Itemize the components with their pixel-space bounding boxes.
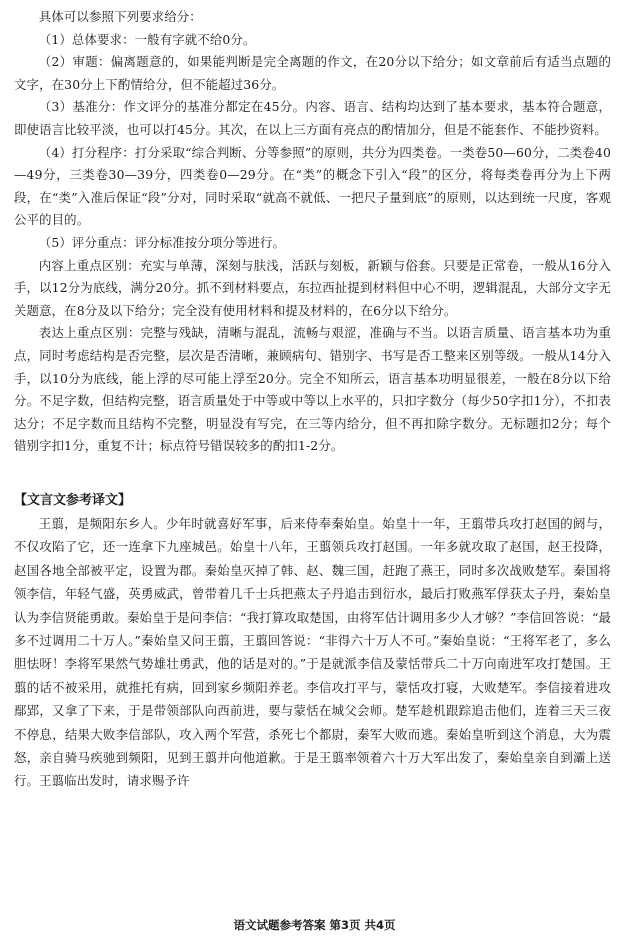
grading-rule-4: （4）打分程序：打分采取“综合判断、分等参照”的原则，共分为四类卷。一类卷50—60分，二类卷40—49分，三类卷30—39分，四类卷0—29分。在“类”的概念下引入“段”的区分，将每类卷再分为上下两段，在“类”入准后保证“段”分对，同时采取“就高不就低、一把尺子量到底”的原则，以达到统一尺度，客观公平的目的。 xyxy=(14,144,611,228)
grading-rule-3: （3）基准分：作文评分的基准分都定在45分。内容、语言、结构均达到了基本要求，基本符合题意，即使语言比较平淡，也可以打45分。其次，在以上三方面有亮点的酌情加分，但是不能套作、不能抄资料。 xyxy=(14,99,611,137)
grading-rule-1: （1）总体要求：一般有字就不给0分。 xyxy=(38,31,256,47)
essay-grading-section xyxy=(14,6,611,458)
grading-rule-2: （2）审题：偏离题意的，如果能判断是完全离题的作文，在20分以下给分；如文章前后有适当点题的文字，在30分上下酌情给分，但不能超过36分。 xyxy=(14,54,611,92)
grading-rule-5: （5）评分重点：评分标准按分项分等进行。 xyxy=(38,234,286,250)
translation-heading: 【文言文参考译文】 xyxy=(14,492,132,508)
page-footer: 语文试题参考答案 第3页 共4页 xyxy=(233,918,396,932)
content-focus-paragraph: 内容上重点区别：充实与单薄，深刻与肤浅，活跃与刻板，新颖与俗套。只要是正常卷，一般从16分入手，以12分为底线，满分20分。抓不到材料要点，东拉西扯提到材料但中心不明，逻辑混乱，大部分文字无关题意，在8分及以下给分；完全没有使用材料和提及材料的，在6分以下给分。 xyxy=(14,257,611,318)
grading-intro: 具体可以参照下列要求给分： xyxy=(38,9,202,24)
translation-body: 王翦，是频阳东乡人。少年时就喜好军事，后来侍奉秦始皇。始皇十一年，王翦带兵攻打赵国的阏与，不仅攻陷了它，还一连拿下九座城邑。始皇十八年，王翦领兵攻打赵国。一年多就攻取了赵国，赵王投降，赵国各地全部被平定，设置为郡。秦始皇灭掉了韩、赵、魏三国，赶跑了燕王，同时多次战败楚军。秦国将领李信，年轻气盛，英勇威武，曾带着几千士兵把燕太子丹追击到衍水，最后打败燕军俘获太子丹，秦始皇认为李信贤能勇敢。秦始皇于是问李信：“我打算攻取楚国，由将军估计调用多少人才够？”李信回答说：“最多不过调用二十万人。”秦始皇又问王翦，王翦回答说：“非得六十万人不可。”秦始皇说：“王将军老了，多么胆怯呀！李将军果然气势雄壮勇武，他的话是对的。”于是就派李信及蒙恬带兵二十万向南进军攻打楚国。王翦的话不被采用，就推托有病，回到家乡频阳养老。李信攻打平与，蒙恬攻打寝，大败楚军。李信接着进攻鄢郢，又拿了下来，于是带领部队向西前进，要与蒙恬在城父会师。楚军趁机跟踪追击他们，连着三天三夜不停息，结果大败李信部队，攻入两个军营，杀死七个都尉，秦军大败而逃。秦始皇听到这个消息，大为震怒，亲自骑马疾驰到频阳，见到王翦并向他道歉。于是王翦率领着六十万大军出发了，秦始皇亲自到灞上送行。王翦临出发时，请求赐予许 xyxy=(14,515,611,789)
expression-focus-paragraph: 表达上重点区别：完整与残缺，清晰与混乱，流畅与艰涩，准确与不当。以语言质量、语言基本功为重点，同时考虑结构是否完整，层次是否清晰，兼顾病句、错别字、书写是否工整来区别等级。一般从14分入手，以10分为底线，能上浮的尽可能上浮至20分。完全不知所云，语言基本功明显很差，一般在8分以下给分。不足字数，但结构完整，语言质量处于中等或中等以上水平的，只扣字数分（每少50字扣1分），不扣表达分；不足字数而且结构不完整，明显没有写完，在三等内给分，但不再扣除字数分。无标题扣2分；每个错别字扣1分，重复不计；标点符号错误较多的酌扣1-2分。 xyxy=(14,325,611,454)
translation-section xyxy=(14,490,611,793)
